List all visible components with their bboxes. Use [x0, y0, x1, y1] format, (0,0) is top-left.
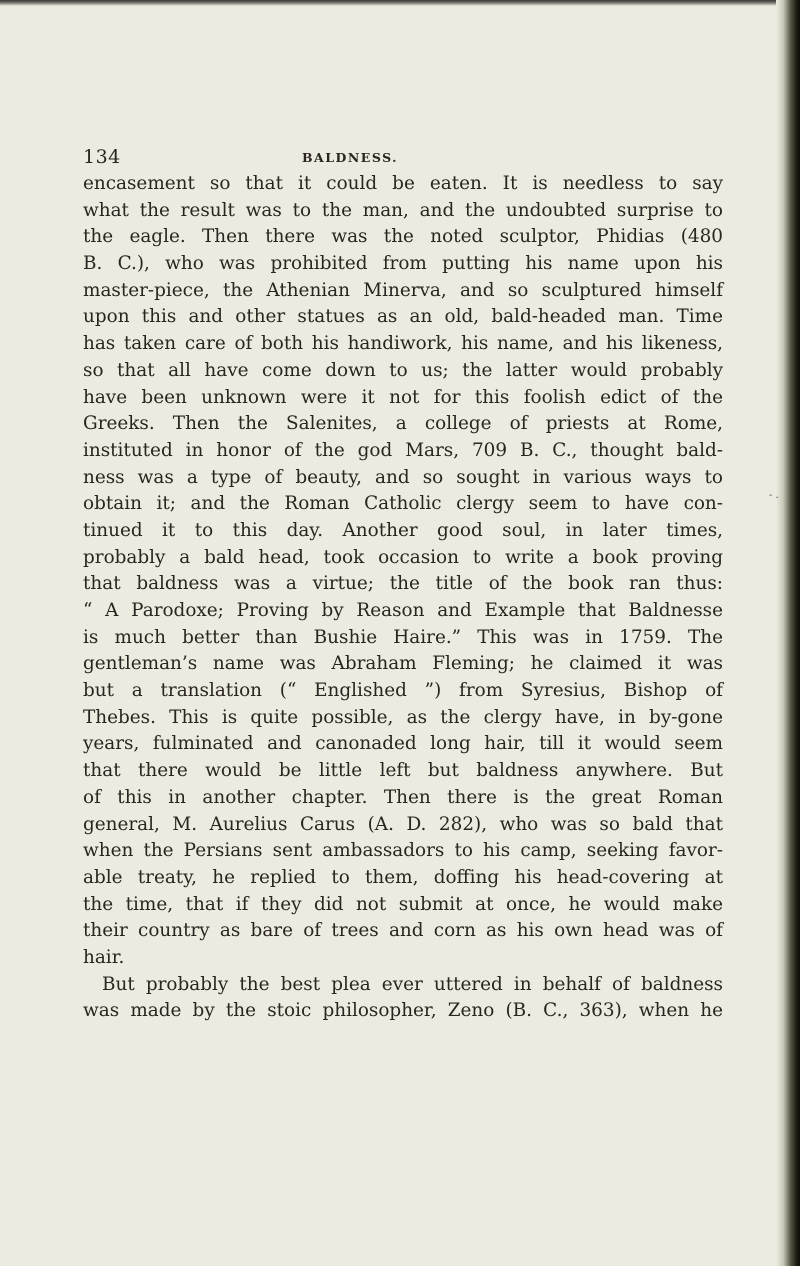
text-line: the eagle. Then there was the noted sculptor, Phidias (480: [83, 226, 723, 248]
text-line: “ A Parodoxe; Proving by Reason and Example that Baldnesse: [83, 600, 723, 621]
text-line: when the Persians sent ambassadors to his camp, seeking favor-: [83, 840, 723, 862]
text-line: general, M. Aurelius Carus (A. D. 282), who was so bald that: [83, 813, 723, 835]
text-line: tinued it to this day. Another good soul, in later times,: [83, 519, 723, 541]
text-line: but a translation (“ Englished ”) from Syresius, Bishop of: [83, 680, 723, 702]
text-line: B. C.), who was prohibited from putting his name upon his: [83, 253, 723, 275]
text-line: upon this and other statues as an old, bald-headed man. Time: [83, 306, 723, 328]
page-header: [0, 140, 800, 170]
text-line: ness was a type of beauty, and so sought in various ways to: [83, 466, 723, 488]
page-number: 134: [83, 146, 121, 168]
text-line: able treaty, he replied to them, doffing his head-covering at: [83, 866, 723, 888]
running-head: BALDNESS.: [301, 150, 399, 165]
text-line: so that all have come down to us; the latter would probably: [83, 359, 723, 381]
text-line-paragraph-end: hair.: [83, 946, 125, 968]
page-binding-edge: [776, 0, 800, 1266]
text-line: their country as bare of trees and corn as his own head was of: [83, 920, 723, 942]
text-line: instituted in honor of the god Mars, 709 B. C., thought bald-: [83, 439, 723, 461]
text-line: of this in another chapter. Then there is the great Roman: [83, 786, 723, 808]
text-line: that there would be little left but baldness anywhere. But: [83, 760, 723, 782]
text-line: encasement so that it could be eaten. It is needless to say: [83, 173, 723, 194]
text-line: master-piece, the Athenian Minerva, and so sculptured himself: [83, 279, 723, 301]
page-top-edge: [0, 0, 800, 6]
text-line: years, fulminated and canonaded long hair, till it would seem: [83, 733, 723, 755]
text-line: Thebes. This is quite possible, as the clergy have, in by-gone: [83, 706, 723, 728]
text-line: have been unknown were it not for this foolish edict of the: [83, 386, 723, 408]
text-line: obtain it; and the Roman Catholic clergy seem to have con-: [83, 493, 723, 515]
text-line: has taken care of both his handiwork, his name, and his likeness,: [83, 333, 723, 355]
text-line: the time, that if they did not submit at once, he would make: [83, 893, 723, 915]
text-line: was made by the stoic philosopher, Zeno (B. C., 363), when he: [83, 1000, 723, 1022]
text-line: probably a bald head, took occasion to write a book proving: [83, 546, 723, 568]
body-text: [83, 171, 723, 1025]
text-line: gentleman’s name was Abraham Fleming; he claimed it was: [83, 653, 723, 675]
text-line: that baldness was a virtue; the title of the book ran thus:: [83, 573, 723, 595]
text-line: is much better than Bushie Haire.” This was in 1759. The: [83, 626, 723, 648]
text-line-paragraph-start: But probably the best plea ever uttered in behalf of baldness: [102, 973, 723, 995]
text-line: Greeks. Then the Salenites, a college of priests at Rome,: [83, 413, 723, 435]
margin-mark: - .: [769, 490, 779, 501]
text-line: what the result was to the man, and the undoubted surprise to: [83, 199, 723, 221]
